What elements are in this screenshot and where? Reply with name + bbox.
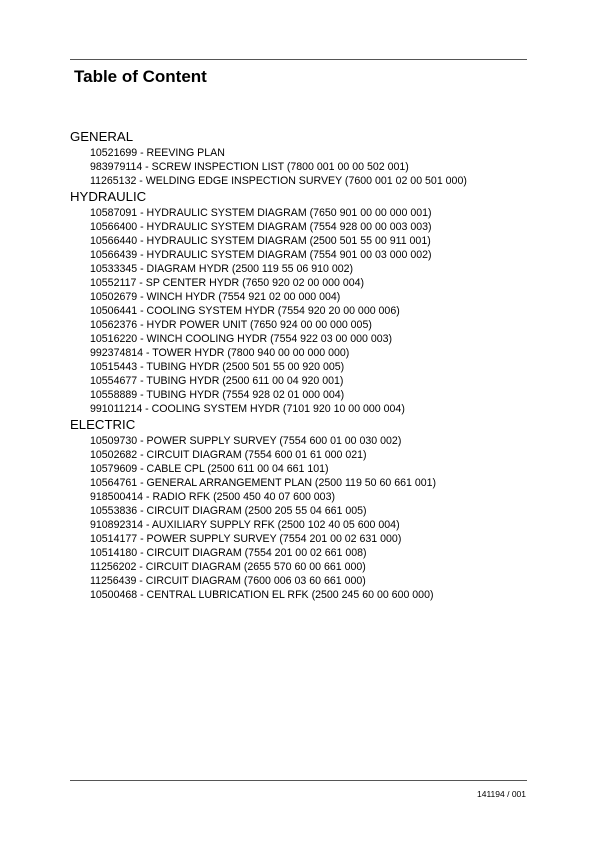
toc-entry: 918500414 - RADIO RFK (2500 450 40 07 600 003): [90, 491, 335, 503]
toc-entry: 10554677 - TUBING HYDR (2500 611 00 04 920 001): [90, 375, 344, 387]
toc-entry: 10506441 - COOLING SYSTEM HYDR (7554 920 20 00 000 006): [90, 305, 400, 317]
toc-entry: 10566440 - HYDRAULIC SYSTEM DIAGRAM (2500 501 55 00 911 001): [90, 235, 431, 247]
toc-entry: 10515443 - TUBING HYDR (2500 501 55 00 920 005): [90, 361, 345, 373]
toc-entry: 11265132 - WELDING EDGE INSPECTION SURVEY (7600 001 02 00 501 000): [90, 175, 467, 187]
toc-entry: 10558889 - TUBING HYDR (7554 928 02 01 000 004): [90, 389, 345, 401]
toc-entry: 10521699 - REEVING PLAN: [90, 147, 225, 159]
toc-entry: 10533345 - DIAGRAM HYDR (2500 119 55 06 910 002): [90, 263, 354, 275]
toc-section-general: [70, 128, 530, 188]
toc-entry: 10566439 - HYDRAULIC SYSTEM DIAGRAM (7554 901 00 03 000 002): [90, 249, 432, 261]
toc-entry: 10502679 - WINCH HYDR (7554 921 02 00 000 004): [90, 291, 341, 303]
header-divider: [70, 59, 527, 60]
toc-entry: 11256439 - CIRCUIT DIAGRAM (7600 006 03 60 661 000): [90, 575, 366, 587]
toc-entry: 10514177 - POWER SUPPLY SURVEY (7554 201 00 02 631 000): [90, 533, 402, 545]
toc-entry: 983979114 - SCREW INSPECTION LIST (7800 001 00 00 502 001): [90, 161, 409, 173]
toc-entry: 10516220 - WINCH COOLING HYDR (7554 922 03 00 000 003): [90, 333, 393, 345]
toc-entry: 910892314 - AUXILIARY SUPPLY RFK (2500 102 40 05 600 004): [90, 519, 400, 531]
toc-entry: 10509730 - POWER SUPPLY SURVEY (7554 600 01 00 030 002): [90, 435, 402, 447]
section-entry-list: [70, 146, 530, 188]
toc-entry: 10587091 - HYDRAULIC SYSTEM DIAGRAM (7650 901 00 00 000 001): [90, 207, 432, 219]
toc-entry: 11256202 - CIRCUIT DIAGRAM (2655 570 60 00 661 000): [90, 561, 366, 573]
toc-entry: 10500468 - CENTRAL LUBRICATION EL RFK (2500 245 60 00 600 000): [90, 589, 434, 601]
footer-divider: [70, 780, 527, 781]
section-heading: HYDRAULIC: [70, 189, 147, 204]
toc-entry: 10552117 - SP CENTER HYDR (7650 920 02 00 000 004): [90, 277, 365, 289]
toc-entry: 10553836 - CIRCUIT DIAGRAM (2500 205 55 04 661 005): [90, 505, 367, 517]
section-heading: ELECTRIC: [70, 417, 136, 432]
toc-section-electric: [70, 416, 530, 602]
toc-entry: 10562376 - HYDR POWER UNIT (7650 924 00 00 000 005): [90, 319, 372, 331]
table-of-contents: [70, 128, 530, 602]
toc-entry: 992374814 - TOWER HYDR (7800 940 00 00 000 000): [90, 347, 350, 359]
document-reference: 141194 / 001: [477, 789, 526, 799]
toc-entry: 991011214 - COOLING SYSTEM HYDR (7101 920 10 00 000 004): [90, 403, 405, 415]
section-entry-list: [70, 434, 530, 602]
toc-section-hydraulic: [70, 188, 530, 416]
toc-entry: 10502682 - CIRCUIT DIAGRAM (7554 600 01 61 000 021): [90, 449, 367, 461]
page-title: Table of Content: [74, 67, 207, 86]
toc-entry: 10564761 - GENERAL ARRANGEMENT PLAN (2500 119 50 60 661 001): [90, 477, 437, 489]
toc-entry: 10579609 - CABLE CPL (2500 611 00 04 661 101): [90, 463, 329, 475]
section-heading: GENERAL: [70, 129, 134, 144]
toc-entry: 10566400 - HYDRAULIC SYSTEM DIAGRAM (7554 928 00 00 003 003): [90, 221, 432, 233]
toc-entry: 10514180 - CIRCUIT DIAGRAM (7554 201 00 02 661 008): [90, 547, 367, 559]
section-entry-list: [70, 206, 530, 416]
